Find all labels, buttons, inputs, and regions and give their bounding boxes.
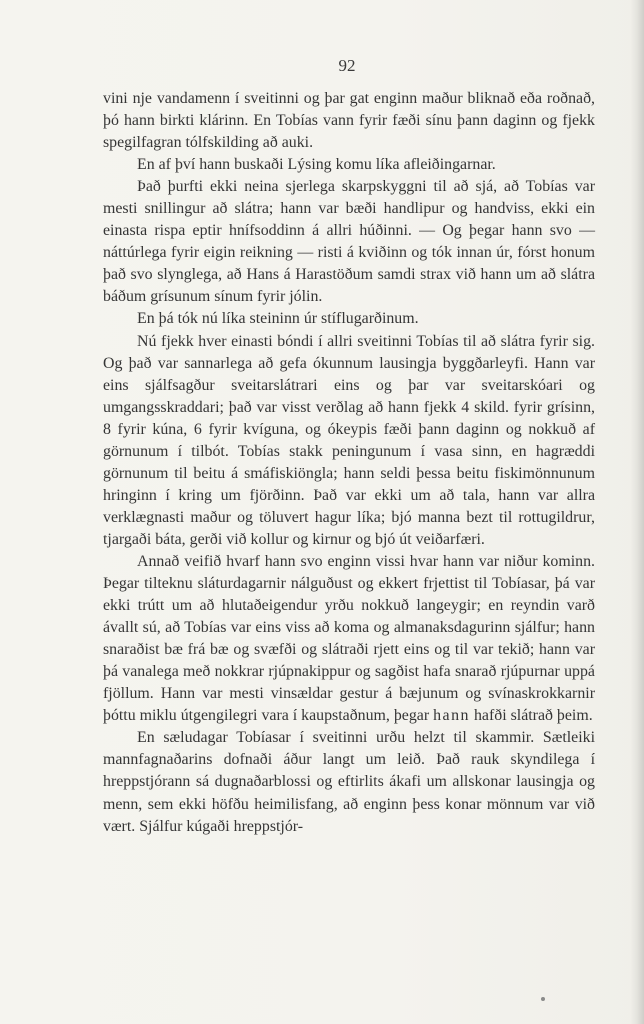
paragraph: En af því hann buskaði Lýsing komu líka afleiðingarnar. [137,156,496,174]
page-number: 92 [338,56,356,75]
paragraph: En sæludagar Tobíasar í sveitinni urðu helzt til skammir. Sætleiki mannfagnaðarins dofnaði áður langt um leið. Það rauk skyndilega í hreppstjórann sá dugnaðarblossi og eftirlits ákafi um allskonar lausingja og menn, sem ekki höfðu heimilisfang, að enginn þess konar mönnum var við vært. Sjálfur kúgaði hreppstjór- [103,729,595,835]
paragraph: Nú fjekk hver einasti bóndi í allri sveitinni Tobías til að slátra fyrir sig. Og það var sannarlega að gefa ókunnum lausingja byggðarleyfi. Hann var eins sjálfsagður sveitarslátrari eins og þar var sveitarskóari og umgangsskraddari; það var visst verðlag að hann fjekk 4 skild. fyrir grísinn, 8 fyrir kúna, 6 fyrir kvíguna, og ókeypis fæði þann daginn og nokkuð af görnunum í tilbót. Tobías stakk peningunum í vasa sinn, en hagræddi görnunum til beitu á smáfiskiöngla; hann seldi þessa beitu fiskimönnunum hringinn í kring um fjörðinn. Það var ekki um að tala, hann var allra verklægnasti maður og töluvert hagur líka; bjó manna bezt til rottugildrur, tjargaði báta, gerði við kollur og kirnur og bjó út veiðarfæri. [103,332,595,548]
emphasized-word: hann [433,707,470,725]
paragraph [103,551,595,727]
body-text [103,88,595,838]
page-edge-shadow [630,0,644,1024]
paragraph: vini nje vandamenn í sveitinni og þar gat enginn maður bliknað eða roðnað, þó hann birkti klárinn. En Tobías vann fyrir fæði sínu þann daginn og fjekk spegilfagran tólfskilding að auki. [103,90,595,152]
paragraph-text: Annað veifið hvarf hann svo enginn vissi hvar hann var niður kominn. Þegar tilteknu sláturdagarnir nálguðust og ekkert frjettist til Tobíasar, þá var ekki trútt um að hlutaðeigendur yrðu nokkuð langeygir; en reyndin varð ávallt sú, að Tobías var eins viss að koma og almanaksdagurinn sjálfur; hann snaraðist bæ frá bæ og svæfði og slátraði rjett eins og til var tekið; hann var þá vanalega með nokkrar rjúpnakippur og sagðist hafa snarað rjúpurnar uppá fjöllum. Hann var mesti vinsældar gestur á bæjunum og svínaskrokkarnir þóttu miklu útgengilegri vara í kaupstaðnum, þegar [103,552,595,725]
paragraph: Það þurfti ekki neina sjerlega skarpskyggni til að sjá, að Tobías var mesti snillingur að slátra; hann var bæði handlipur og handviss, ekki ein einasta rispa eptir hnífsoddinn á allri húðinni. — Og þegar hann svo — náttúrlega fyrir eigin reikning — risti á kviðinn og tók innan úr, fórst honum það svo slynglega, að Hans á Harastöðum samdi strax við hann um að slátra báðum grísunum sínum fyrir jólin. [103,178,595,306]
paragraph-tail: hafði slátrað þeim. [473,707,593,725]
paragraph: En þá tók nú líka steininn úr stíflugarðinum. [137,310,419,328]
paper-speck [541,997,545,1001]
